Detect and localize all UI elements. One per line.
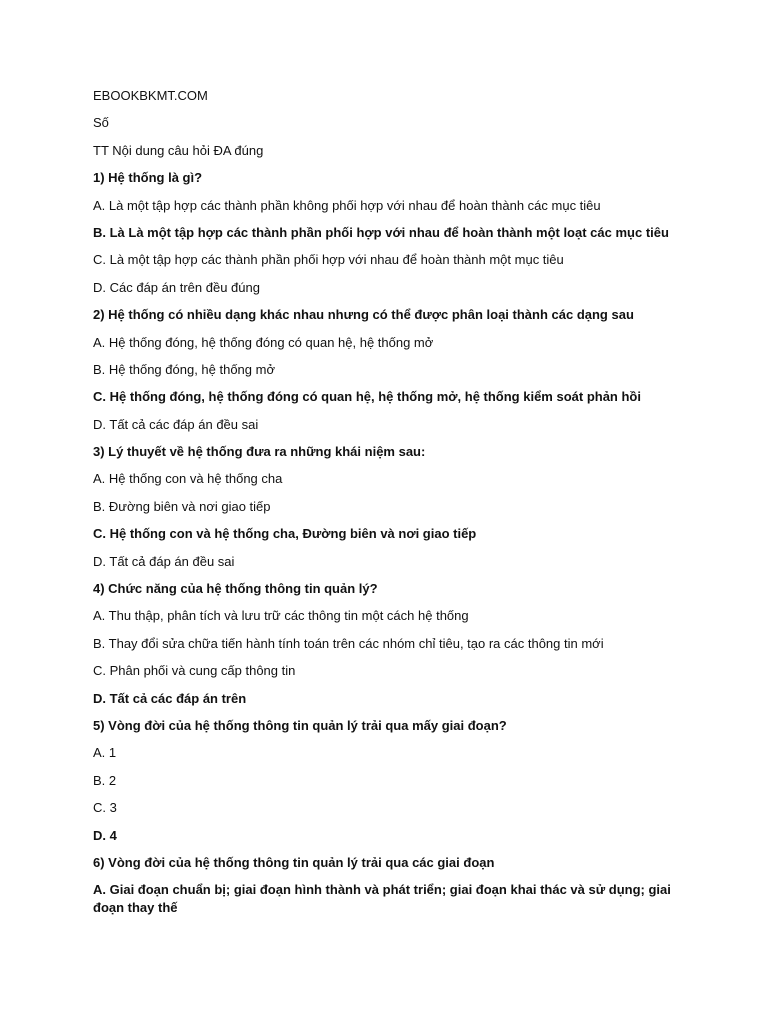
table-header: TT Nội dung câu hỏi ĐA đúng [93, 142, 264, 158]
answer-option: D. Tất cả các đáp án đều sai [93, 416, 259, 432]
answer-option: A. Thu thập, phân tích và lưu trữ các thông tin một cách hệ thống [93, 608, 469, 624]
answer-option: D. Tất cả đáp án đều sai [93, 553, 235, 569]
answer-option: A. Hệ thống con và hệ thống cha [93, 471, 283, 487]
answer-option: A. Hệ thống đóng, hệ thống đóng có quan hệ, hệ thống mở [93, 334, 434, 350]
answer-option: C. Là một tập hợp các thành phần phối hợp với nhau để hoàn thành một mục tiêu [93, 252, 564, 268]
answer-option: A. 1 [93, 745, 117, 761]
answer-option: C. Hệ thống đóng, hệ thống đóng có quan hệ, hệ thống mở, hệ thống kiểm soát phản hồi [93, 389, 641, 405]
answer-option: D. Tất cả các đáp án trên [93, 690, 247, 706]
question-text: 6) Vòng đời của hệ thống thông tin quản lý trải qua các giai đoạn [93, 854, 495, 870]
document-page [93, 87, 693, 928]
answer-option: C. Phân phối và cung cấp thông tin [93, 663, 296, 679]
question-text: 4) Chức năng của hệ thống thông tin quản lý? [93, 581, 378, 597]
so-label: Số [93, 115, 109, 131]
answer-option: C. 3 [93, 800, 117, 816]
answer-option: C. Hệ thống con và hệ thống cha, Đường biên và nơi giao tiếp [93, 526, 477, 542]
answer-option: B. Đường biên và nơi giao tiếp [93, 498, 271, 514]
question-text: 5) Vòng đời của hệ thống thông tin quản lý trải qua mấy giai đoạn? [93, 717, 507, 733]
question-list [93, 169, 693, 917]
answer-option: A. Giai đoạn chuẩn bị; giai đoạn hình thành và phát triển; giai đoạn khai thác và sử dụng; giai đoạn thay thế [93, 882, 671, 916]
site-header: EBOOKBKMT.COM [93, 88, 208, 103]
answer-option: B. Là Là một tập hợp các thành phần phối hợp với nhau để hoàn thành một loạt các mục tiêu [93, 224, 669, 240]
question-text: 1) Hệ thống là gì? [93, 170, 203, 186]
answer-option: D. Các đáp án trên đều đúng [93, 279, 260, 295]
answer-option: B. Thay đổi sửa chữa tiến hành tính toán trên các nhóm chỉ tiêu, tạo ra các thông tin mới [93, 635, 604, 651]
answer-option: B. Hệ thống đóng, hệ thống mở [93, 361, 275, 377]
answer-option: D. 4 [93, 827, 117, 843]
answer-option: B. 2 [93, 772, 117, 788]
question-text: 2) Hệ thống có nhiều dạng khác nhau nhưng có thể được phân loại thành các dạng sau [93, 307, 634, 323]
question-text: 3) Lý thuyết về hệ thống đưa ra những khái niệm sau: [93, 444, 426, 460]
answer-option: A. Là một tập hợp các thành phần không phối hợp với nhau để hoàn thành các mục tiêu [93, 197, 601, 213]
